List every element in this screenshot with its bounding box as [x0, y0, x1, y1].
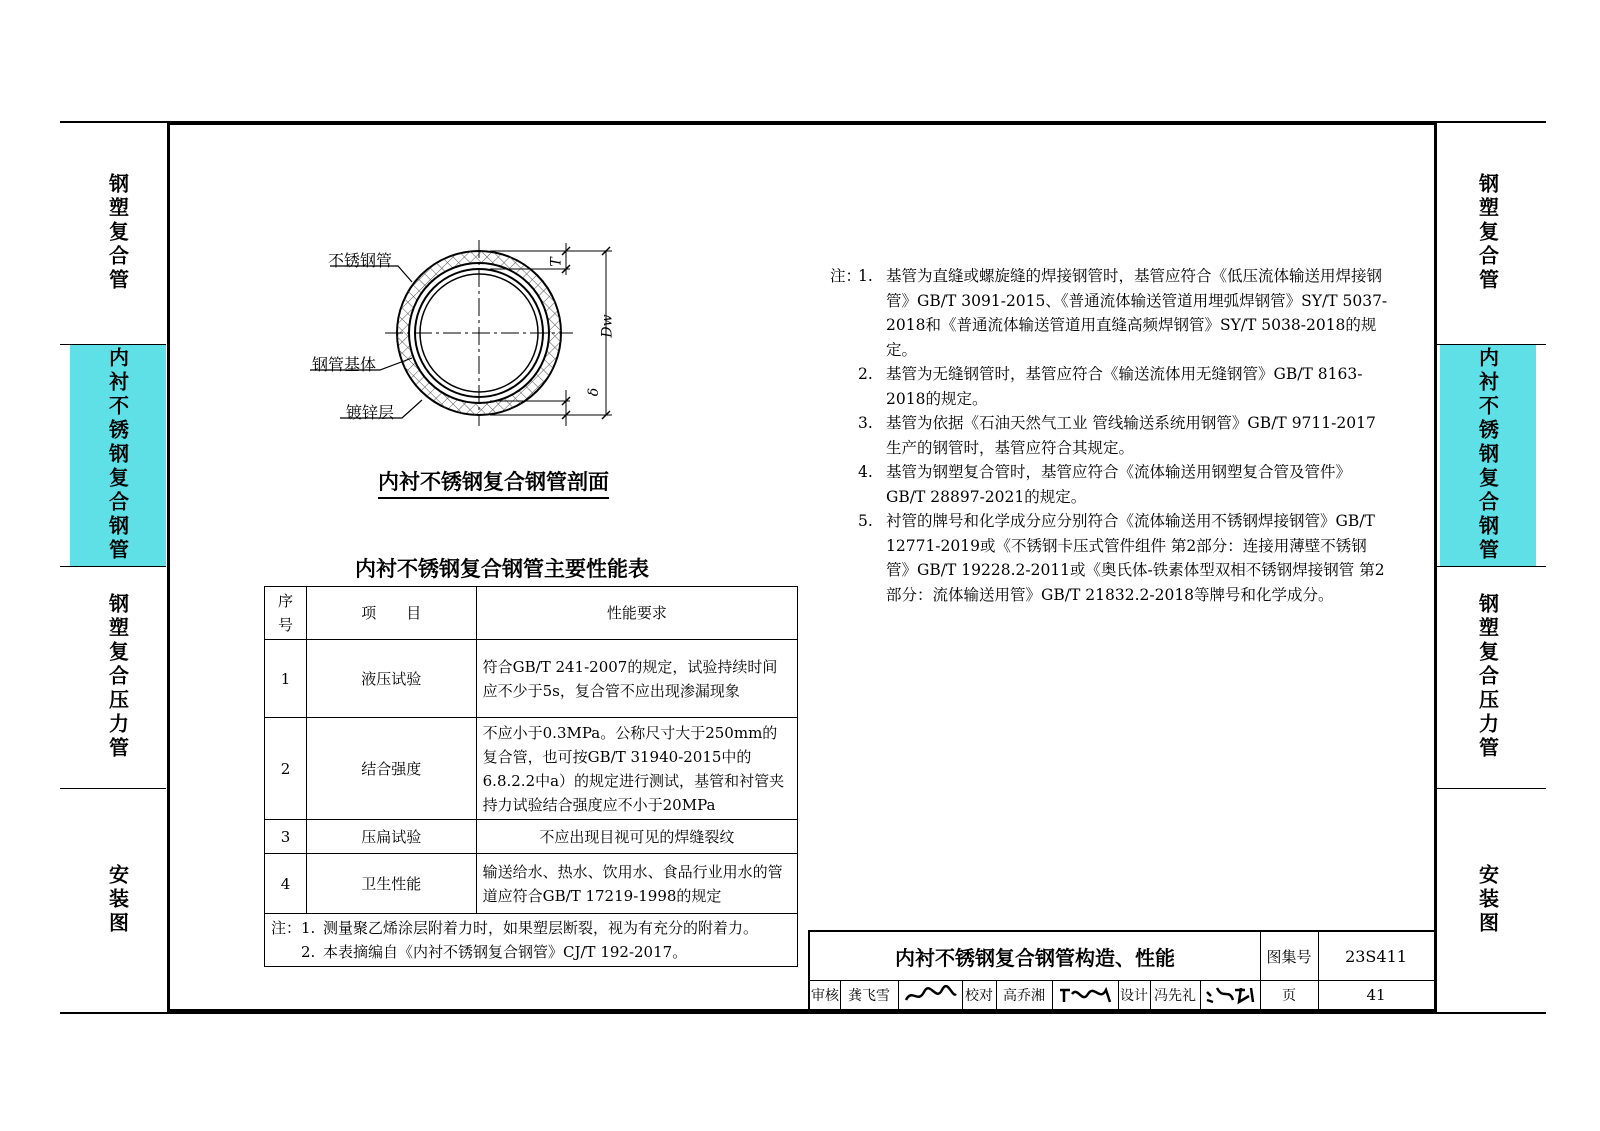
- designer-signature: [1200, 980, 1260, 1010]
- note-item: [830, 362, 1390, 411]
- row-req: 输送给水、热水、饮用水、食品行业用水的管道应符合GB/T 17219-1998的规定: [476, 854, 797, 914]
- atlas-number: 23S411: [1345, 946, 1407, 966]
- left-tab-label: 钢塑复合管: [105, 173, 130, 293]
- row-item: 卫生性能: [306, 854, 476, 914]
- right-tab-label: 钢塑复合管: [1475, 173, 1500, 293]
- left-tab-label: 安装图: [105, 864, 130, 936]
- header-item: 项 目: [306, 587, 476, 640]
- note-text: 基管为依据《石油天然气工业 管线输送系统用钢管》GB/T 9711-2017生产的钢管时，基管应符合其规定。: [886, 414, 1376, 457]
- right-tab-label: 钢塑复合压力管: [1475, 593, 1500, 761]
- row-no: 3: [265, 820, 307, 854]
- note-num: 5.: [858, 512, 873, 530]
- reviewer-signature: [898, 980, 962, 1010]
- header-req: 性能要求: [476, 587, 797, 640]
- left-tab-stainless-lined[interactable]: [70, 344, 166, 566]
- right-tab-divider: [1437, 344, 1546, 345]
- table-notes-row: [265, 914, 798, 967]
- left-tab-label: 钢塑复合压力管: [105, 593, 130, 761]
- signature-icon: [902, 984, 958, 1006]
- right-tab-divider: [1437, 788, 1546, 789]
- design-label: 设计: [1120, 988, 1148, 1004]
- table-row: [265, 640, 798, 718]
- note-text: 基管为无缝钢管时，基管应符合《输送流体用无缝钢管》GB/T 8163-2018的规定。: [886, 365, 1363, 408]
- label-stainless-pipe: 不锈钢管: [328, 251, 393, 270]
- notes-block: [830, 264, 1390, 607]
- page-label: 页: [1282, 988, 1296, 1004]
- reviewer-name: 龚飞雪: [848, 988, 890, 1004]
- left-tab-steel-plastic[interactable]: [70, 122, 166, 344]
- section-title-text: 内衬不锈钢复合钢管剖面: [378, 470, 609, 499]
- note-num: 1.: [858, 267, 873, 285]
- right-tab-steel-plastic[interactable]: [1440, 122, 1536, 344]
- table-note-text: 测量聚乙烯涂层附着力时，如果塑层断裂，视为有充分的附着力。: [323, 919, 759, 937]
- table-title: 内衬不锈钢复合钢管主要性能表: [355, 557, 649, 581]
- note-item: [830, 509, 1390, 607]
- right-tab-label: 内衬不锈钢复合钢管: [1475, 347, 1500, 563]
- notes-prefix: 注：: [830, 267, 862, 285]
- note-num: 4.: [858, 463, 873, 481]
- checker-signature: [1052, 980, 1118, 1010]
- left-tab-divider: [60, 344, 166, 345]
- bottom-border-line: [60, 1012, 1546, 1014]
- label-dw: Dw: [599, 314, 616, 338]
- right-tab-divider: [1437, 566, 1546, 567]
- drawing-title: 内衬不锈钢复合钢管构造、性能: [895, 945, 1175, 970]
- note-text: 基管为钢塑复合管时，基管应符合《流体输送用钢塑复合管及管件》GB/T 28897-2021的规定。: [886, 463, 1352, 506]
- row-req: 符合GB/T 241-2007的规定，试验持续时间应不少于5s，复合管不应出现渗漏现象: [476, 640, 797, 718]
- label-zinc-layer: 镀锌层: [346, 403, 395, 422]
- signature-icon: [1056, 984, 1114, 1006]
- right-tab-label: 安装图: [1475, 864, 1500, 936]
- table-header-row: [265, 587, 798, 640]
- table-row: [265, 718, 798, 820]
- row-item: 液压试验: [306, 640, 476, 718]
- table-note: [271, 940, 791, 964]
- left-tab-pressure-pipe[interactable]: [70, 566, 166, 788]
- table-note-num: 1.: [301, 919, 316, 937]
- row-item: 压扁试验: [306, 820, 476, 854]
- row-no: 4: [265, 854, 307, 914]
- table-note: [271, 916, 791, 940]
- table-note-prefix: 注：: [271, 919, 302, 937]
- header-no: 序号: [265, 587, 307, 640]
- note-text: 衬管的牌号和化学成分应分别符合《流体输送用不锈钢焊接钢管》GB/T 12771-2019或《不锈钢卡压式管件组件 第2部分：连接用薄壁不锈钢管》GB/T 19228.2-2011或《奥氏体-铁素体型双相不锈钢焊接钢管 第2部分：流体输送用管》GB/T 21832.2-2018等牌号和化学成分。: [886, 512, 1385, 604]
- row-no: 1: [265, 640, 307, 718]
- check-label: 校对: [965, 988, 993, 1004]
- left-tab-divider: [60, 788, 166, 789]
- row-req: 不应小于0.3MPa。公称尺寸大于250mm的复合管，也可按GB/T 31940-2015中的6.8.2.2中a）的规定进行测试，基管和衬管夹持力试验结合强度应不小于20MPa: [476, 718, 797, 820]
- table-note-text: 本表摘编自《内衬不锈钢复合钢管》CJ/T 192-2017。: [323, 943, 688, 961]
- row-req: 不应出现目视可见的焊缝裂纹: [476, 820, 797, 854]
- left-tab-divider: [60, 566, 166, 567]
- note-item: [830, 460, 1390, 509]
- label-t: T: [548, 257, 565, 267]
- title-block: [808, 930, 1434, 1010]
- label-delta: δ: [586, 387, 603, 397]
- right-tab-stainless-lined[interactable]: [1440, 344, 1536, 566]
- signature-icon: [1203, 984, 1257, 1006]
- page-number: 41: [1366, 986, 1386, 1004]
- atlas-label: 图集号: [1266, 947, 1312, 966]
- note-num: 3.: [858, 414, 873, 432]
- note-num: 2.: [858, 365, 873, 383]
- note-item: [830, 264, 1390, 362]
- performance-table: [264, 586, 798, 967]
- note-item: [830, 411, 1390, 460]
- note-text: 基管为直缝或螺旋缝的焊接钢管时，基管应符合《低压流体输送用焊接钢管》GB/T 3091-2015、《普通流体输送管道用埋弧焊钢管》SY/T 5037-2018和《普通流体输送管道用直缝高频焊钢管》SY/T 5038-2018的规定。: [886, 267, 1388, 359]
- table-row: [265, 854, 798, 914]
- designer-name: 冯先礼: [1154, 988, 1196, 1004]
- label-steel-base: 钢管基体: [312, 355, 377, 374]
- review-label: 审核: [811, 988, 839, 1004]
- left-tab-installation[interactable]: [70, 788, 166, 1012]
- table-note-num: 2.: [301, 943, 316, 961]
- right-tab-pressure-pipe[interactable]: [1440, 566, 1536, 788]
- row-item: 结合强度: [306, 718, 476, 820]
- left-tab-label: 内衬不锈钢复合钢管: [105, 347, 130, 563]
- right-tab-installation[interactable]: [1440, 788, 1536, 1012]
- section-title: [378, 466, 609, 496]
- checker-name: 高乔湘: [1003, 988, 1045, 1004]
- table-row: [265, 820, 798, 854]
- row-no: 2: [265, 718, 307, 820]
